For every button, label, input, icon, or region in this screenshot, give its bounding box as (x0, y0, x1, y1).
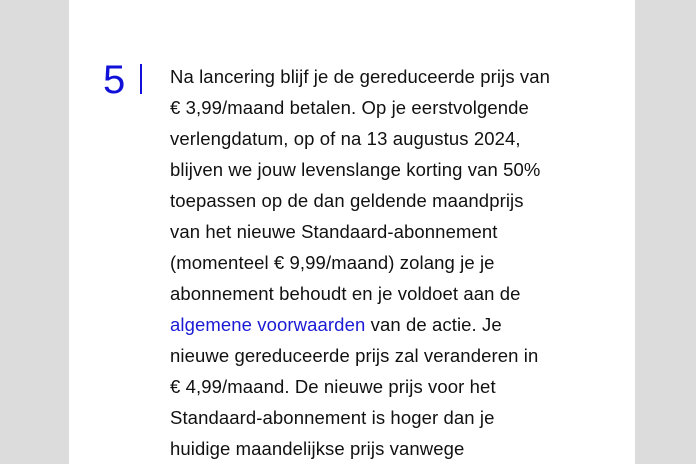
text-line: Standaard-abonnement is hoger dan je (170, 407, 495, 428)
text-after-link: van de actie. Je (365, 314, 502, 335)
text-line: huidige maandelijkse prijs vanwege (170, 438, 465, 459)
terms-link[interactable]: algemene voorwaarden (170, 314, 366, 335)
text-line: van het nieuwe Standaard-abonnement (170, 221, 498, 242)
text-line: blijven we jouw levenslange korting van 50% (170, 159, 541, 180)
text-line: € 4,99/maand. De nieuwe prijs voor het (170, 376, 496, 397)
step-number: 5 (103, 58, 126, 102)
content-card (69, 0, 635, 464)
text-line: € 3,99/maand betalen. Op je eerstvolgende (170, 97, 529, 118)
text-line: verlengdatum, op of na 13 augustus 2024, (170, 128, 521, 149)
text-line-with-link (170, 309, 610, 340)
text-line: abonnement behoudt en je voldoet aan de (170, 283, 521, 304)
text-line: nieuwe gereduceerde prijs zal veranderen in (170, 345, 539, 366)
text-line: (momenteel € 9,99/maand) zolang je je (170, 252, 495, 273)
text-line: toepassen op de dan geldende maandprijs (170, 190, 524, 211)
step-divider (140, 64, 142, 94)
text-line: Na lancering blijf je de gereduceerde prijs van (170, 66, 551, 87)
step-description (170, 61, 610, 464)
